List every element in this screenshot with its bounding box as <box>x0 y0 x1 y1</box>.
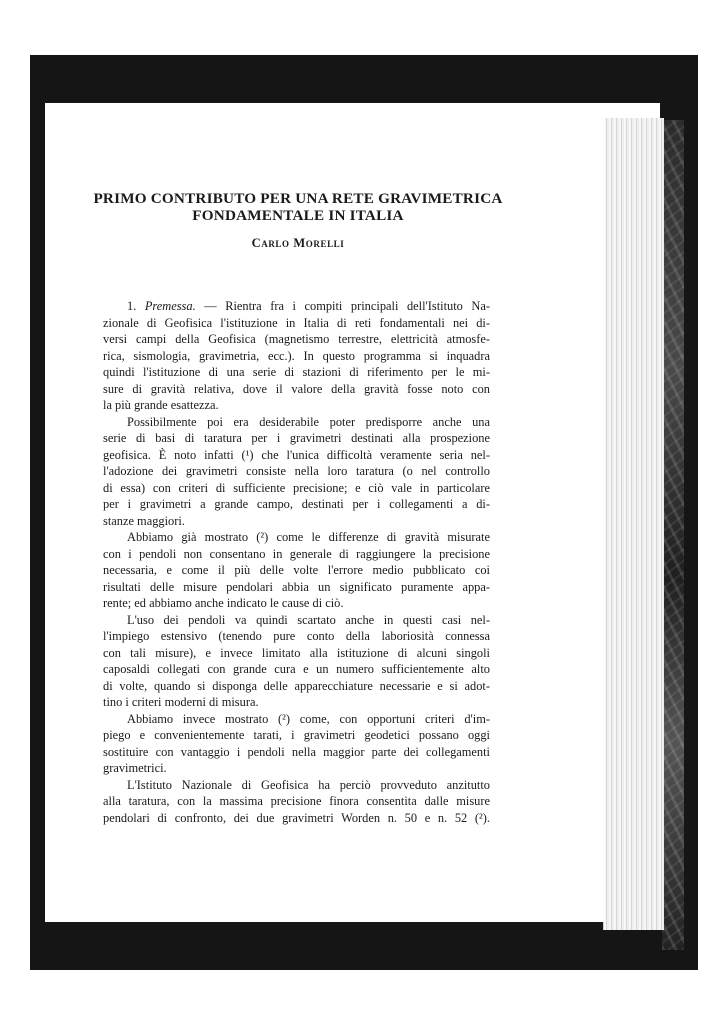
article-author: Carlo Morelli <box>251 236 345 250</box>
body-line: versi campi della Geofisica (magnetismo terrestre, elettricità atmosfe- <box>103 332 490 346</box>
body-line: con i pendoli non consentano in generale di raggiungere la precisione <box>103 546 490 561</box>
body-line: con tali misure), e invece limitato alla istituzione di alcuni singoli <box>103 645 490 660</box>
body-line: Possibilmente poi era desiderabile poter predisporre anche una <box>127 414 490 429</box>
book-cover-edge <box>662 120 684 950</box>
body-line: tino i criteri moderni di misura. <box>103 695 259 709</box>
body-line: l'adozione dei gravimetri consiste nella loro taratura (o nel controllo <box>103 464 490 478</box>
body-line: Abbiamo invece mostrato (²) come, con opportuni criteri d'im- <box>127 711 490 726</box>
article-title-line-1: PRIMO CONTRIBUTO PER UNA RETE GRAVIMETRICA <box>93 190 503 207</box>
body-line: Abbiamo già mostrato (²) come le differenze di gravità misurate <box>127 530 490 544</box>
body-line: serie di basi di taratura per i gravimetri destinati alla prospezione <box>103 431 490 445</box>
article-title <box>88 190 508 224</box>
body-line: pendolari di confronto, dei due gravimetri Worden n. 50 e n. 52 (²). <box>103 810 490 825</box>
scan-border-left <box>30 55 45 970</box>
body-line: gravimetrici. <box>103 761 167 775</box>
article-body <box>103 298 490 826</box>
book-page-edges <box>603 118 664 930</box>
body-line: rica, sismologia, gravimetria, ecc.). In questo programma si inquadra <box>103 348 490 363</box>
body-line: l'impiego estensivo (tenendo pure conto della laboriosità connessa <box>103 629 490 643</box>
scan-border-top <box>30 55 698 103</box>
article-title-line-2: FONDAMENTALE IN ITALIA <box>192 207 404 224</box>
section-lead-text: — Rientra fra i compiti principali dell'Istituto Na- <box>204 299 490 313</box>
body-line: sostituire con vantaggio i pendoli nella maggior parte dei collegamenti <box>103 744 490 759</box>
scan-border-bottom <box>30 922 698 970</box>
body-line: L'Istituto Nazionale di Geofisica ha perciò provveduto anzitutto <box>127 777 490 792</box>
body-line: la più grande esattezza. <box>103 398 219 412</box>
body-line: sure di gravità relativa, dove il valore della gravità fosse noto con <box>103 381 490 396</box>
body-line: caposaldi collegati con grande cura e un numero sufficientemente alto <box>103 662 490 676</box>
section-number: 1. <box>127 299 137 313</box>
body-line: quindi l'istituzione di una serie di stazioni di riferimento per le mi- <box>103 365 490 379</box>
body-line: zionale di Geofisica l'istituzione in Italia di reti fondamentali nei di- <box>103 315 490 330</box>
body-line: piego e convenientemente tarati, i gravimetri geodetici possano oggi <box>103 728 490 742</box>
body-line: per i gravimetri a grande campo, destinati per i collegamenti a di- <box>103 497 490 511</box>
body-line: di essa) con criteri di sufficiente precisione; e ciò vale in particolare <box>103 480 490 495</box>
body-line: geofisica. È noto infatti (¹) che l'unica difficoltà veramente seria nel- <box>103 447 490 462</box>
body-line: di volte, quando si disponga delle apparecchiature necessarie e si adot- <box>103 678 490 693</box>
section-lead-line <box>103 298 490 315</box>
body-line: risultati delle misure pendolari abbia un significato puramente appa- <box>103 579 490 594</box>
body-line: necessaria, e come il più delle volte l'errore medio pubblicato coi <box>103 563 490 577</box>
body-line: L'uso dei pendoli va quindi scartato anche in questi casi nel- <box>127 612 490 627</box>
body-line: alla taratura, con la massima precisione finora consentita dalle misure <box>103 794 490 808</box>
body-line: stanze maggiori. <box>103 513 185 528</box>
body-line: rente; ed abbiamo anche indicato le cause di ciò. <box>103 596 344 610</box>
section-heading: Premessa. <box>144 299 196 313</box>
